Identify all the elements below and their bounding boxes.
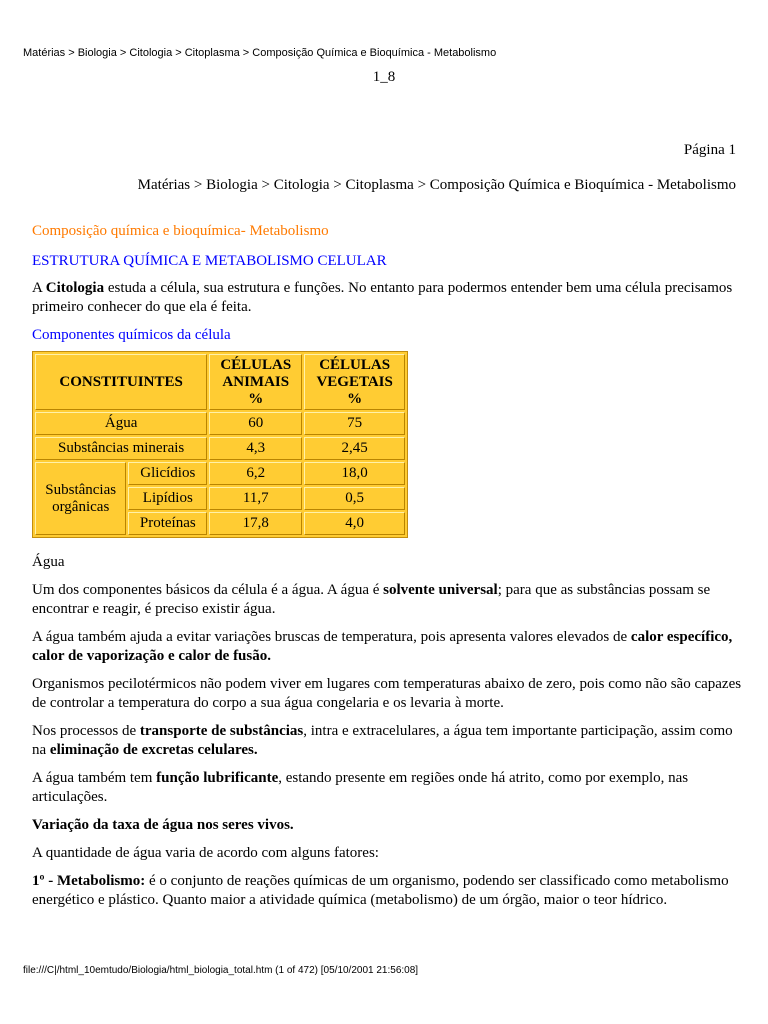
paragraph-solvent-bold: solvente universal <box>383 582 498 598</box>
breadcrumb: Matérias > Biologia > Citologia > Citoplasma > Composição Química e Bioquímica - Metabolismo <box>137 177 736 193</box>
intro-prefix: A <box>32 280 46 296</box>
paragraph-water-variation-bold: Variação da taxa de água nos seres vivos. <box>32 817 294 833</box>
organic-label-line1: Substâncias <box>45 481 117 498</box>
organic-label-line2: orgânicas <box>52 498 110 515</box>
paragraph-metabolism-bold: 1º - Metabolismo: <box>32 873 146 889</box>
table-header-row <box>35 354 405 410</box>
header-animal-line1: CÉLULAS <box>220 356 292 373</box>
lipids-label: Lipídios <box>128 487 207 510</box>
paragraph-lubricant-text1: A água também tem <box>32 770 157 786</box>
minerals-label: Substâncias minerais <box>35 437 207 460</box>
components-title: Componentes químicos da célula <box>32 327 231 343</box>
paragraph-lubricant-text2: , estando presente em regiões onde há atrito, como por exemplo, nas articulações. <box>32 770 689 805</box>
paragraph-transport-bold1: transporte de substâncias <box>139 723 304 739</box>
paragraph-lubricant <box>32 769 742 807</box>
print-header: Matérias > Biologia > Citologia > Citoplasma > Composição Química e Bioquímica - Metabolismo <box>23 47 497 59</box>
paragraph-transport-bold2: eliminação de excretas celulares. <box>49 742 258 758</box>
paragraph-transport-text2: , intra e extracelulares, a água tem importante participação, assim como na <box>32 723 733 758</box>
glycides-plant-value: 18,0 <box>304 462 405 485</box>
header-animal-line3: % <box>248 390 264 407</box>
paragraph-temperature-bold: calor específico, calor de vaporização e calor de fusão. <box>32 629 733 664</box>
paragraph-poikilotherm <box>32 675 742 713</box>
paragraph-temperature <box>32 628 742 666</box>
paragraph-solvent-text2: ; para que as substâncias possam se encontrar e reagir, é preciso existir água. <box>32 582 711 617</box>
paragraph-metabolism <box>32 872 742 910</box>
page-mark: 1_8 <box>372 69 396 85</box>
proteins-animal-value: 17,8 <box>209 512 302 535</box>
header-animal-line2: ANIMAIS <box>222 373 290 390</box>
composition-table <box>32 351 408 538</box>
header-constituents: CONSTITUINTES <box>35 354 207 410</box>
intro-paragraph <box>32 279 742 317</box>
print-footer: file:///C|/html_10emtudo/Biologia/html_biologia_total.htm (1 of 472) [05/10/2001 21:56:08] <box>23 965 419 976</box>
paragraph-temperature-text: A água também ajuda a evitar variações bruscas de temperatura, pois apresenta valores elevados de <box>32 629 631 645</box>
header-plant-line1: CÉLULAS <box>319 356 391 373</box>
glycides-label: Glicídios <box>128 462 207 485</box>
paragraph-solvent-text1: Um dos componentes básicos da célula é a água. A água é <box>32 582 384 598</box>
table-row <box>35 462 405 485</box>
minerals-plant-value: 2,45 <box>304 437 405 460</box>
paragraph-factors-text: A quantidade de água varia de acordo com alguns fatores: <box>32 845 379 861</box>
water-animal-value: 60 <box>209 412 302 435</box>
document-content <box>32 222 742 919</box>
water-section-title: Água <box>32 554 65 570</box>
water-plant-value: 75 <box>304 412 405 435</box>
section-orange-title: Composição química e bioquímica- Metabolismo <box>32 223 329 239</box>
paragraph-solvent <box>32 581 742 619</box>
header-plant-cells <box>304 354 405 410</box>
header-animal-cells <box>209 354 302 410</box>
intro-bold-term: Citologia <box>45 280 105 296</box>
water-label: Água <box>35 412 207 435</box>
proteins-label: Proteínas <box>128 512 207 535</box>
section-blue-title: ESTRUTURA QUÍMICA E METABOLISMO CELULAR <box>32 253 387 269</box>
paragraph-water-variation-title <box>32 816 742 835</box>
lipids-plant-value: 0,5 <box>304 487 405 510</box>
table-row <box>35 412 405 435</box>
lipids-animal-value: 11,7 <box>209 487 302 510</box>
proteins-plant-value: 4,0 <box>304 512 405 535</box>
paragraph-metabolism-text: é o conjunto de reações químicas de um organismo, podendo ser classificado como metabolismo energético e plástico. Quanto maior a atividade química (metabolismo) de um órgão, maior o teor hídrico. <box>32 873 729 908</box>
header-plant-line2: VEGETAIS <box>316 373 393 390</box>
organic-label <box>35 462 126 535</box>
intro-suffix: estuda a célula, sua estrutura e funções. No entanto para podermos entender bem uma célula precisamos primeiro conhecer do que ela é feita. <box>32 280 733 315</box>
table-row <box>35 437 405 460</box>
paragraph-transport <box>32 722 742 760</box>
header-plant-line3: % <box>347 390 363 407</box>
paragraph-transport-text1: Nos processos de <box>32 723 140 739</box>
paragraph-factors <box>32 844 742 863</box>
paragraph-lubricant-bold: função lubrificante <box>156 770 279 786</box>
page-number: Página 1 <box>683 142 736 158</box>
paragraph-poikilotherm-text: Organismos pecilotérmicos não podem viver em lugares com temperaturas abaixo de zero, pois como não são capazes de controlar a temperatura do corpo a sua água congelaria e os levaria à morte. <box>32 676 742 711</box>
glycides-animal-value: 6,2 <box>209 462 302 485</box>
minerals-animal-value: 4,3 <box>209 437 302 460</box>
